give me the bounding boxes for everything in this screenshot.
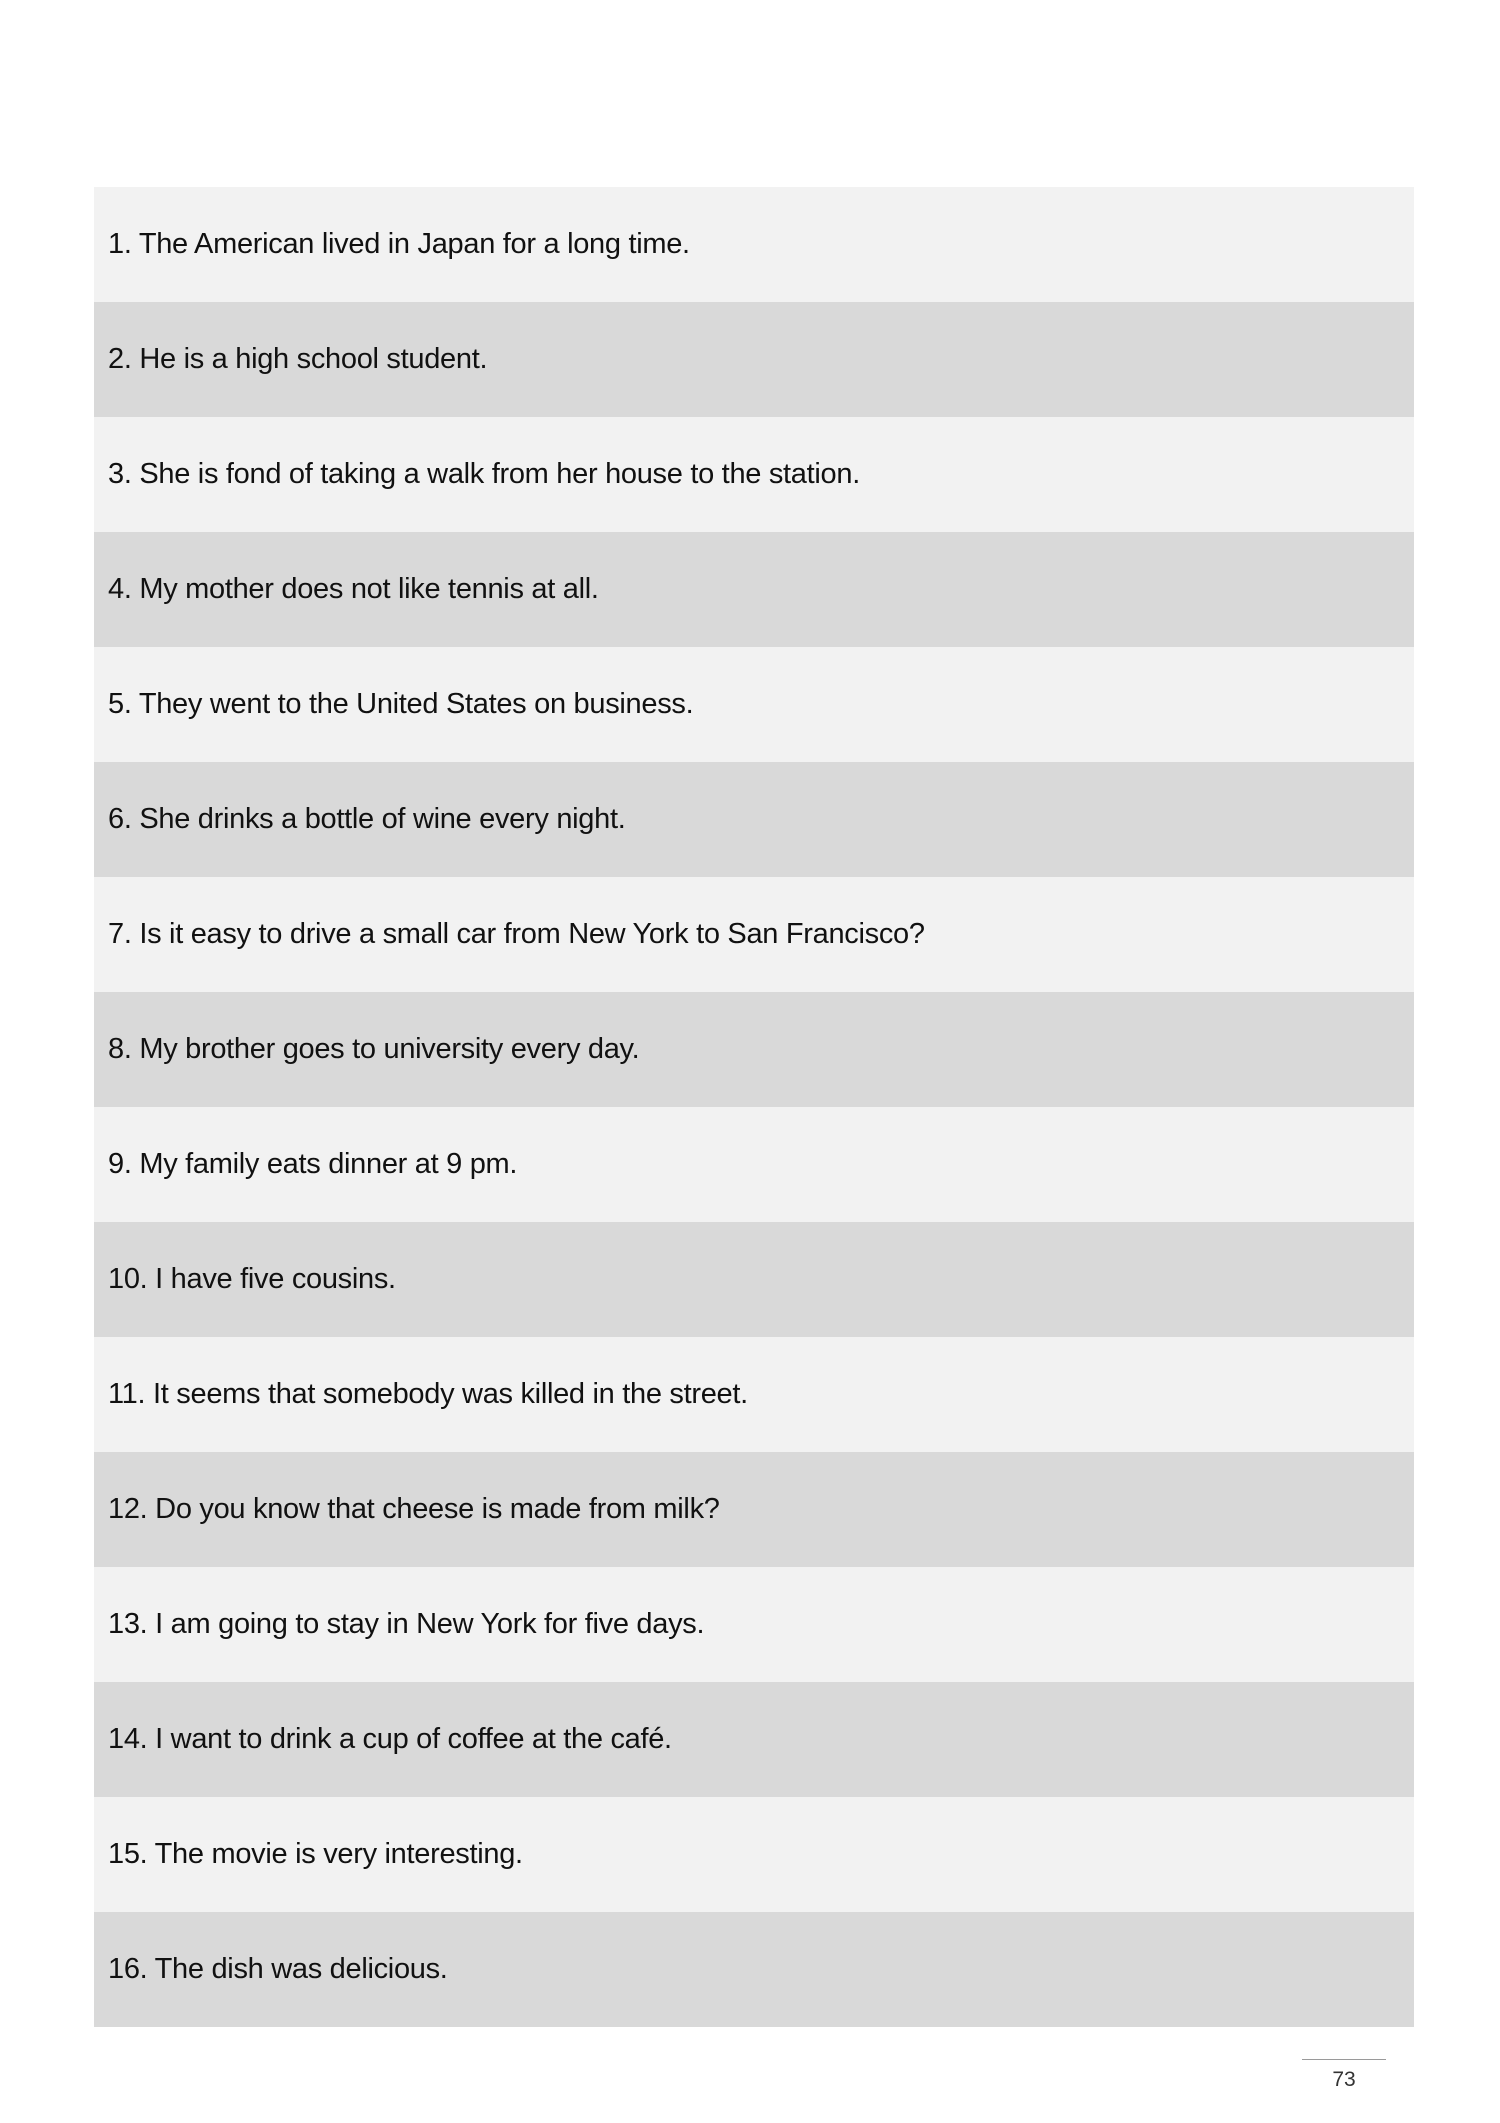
sentence-text: 4. My mother does not like tennis at all. [108,573,599,605]
sentence-text: 12. Do you know that cheese is made from milk? [108,1493,720,1525]
sentence-text: 15. The movie is very interesting. [108,1838,523,1870]
sentence-row [94,417,1414,532]
sentence-row [94,1682,1414,1797]
sentence-row [94,302,1414,417]
sentence-text: 5. They went to the United States on business. [108,688,694,720]
sentence-row [94,1452,1414,1567]
sentence-list [94,187,1414,2027]
sentence-row [94,762,1414,877]
sentence-row [94,532,1414,647]
sentence-text: 11. It seems that somebody was killed in the street. [108,1378,748,1410]
sentence-row [94,1912,1414,2027]
sentence-text: 10. I have five cousins. [108,1263,396,1295]
sentence-text: 1. The American lived in Japan for a long time. [108,228,690,260]
sentence-text: 16. The dish was delicious. [108,1953,448,1985]
sentence-text: 13. I am going to stay in New York for five days. [108,1608,705,1640]
sentence-text: 6. She drinks a bottle of wine every night. [108,803,626,835]
sentence-row [94,647,1414,762]
sentence-text: 14. I want to drink a cup of coffee at the café. [108,1723,672,1755]
sentence-row [94,1337,1414,1452]
sentence-row [94,187,1414,302]
sentence-row [94,1567,1414,1682]
sentence-row [94,1107,1414,1222]
sentence-text: 7. Is it easy to drive a small car from New York to San Francisco? [108,918,925,950]
sentence-row [94,877,1414,992]
sentence-row [94,1797,1414,1912]
sentence-text: 8. My brother goes to university every day. [108,1033,640,1065]
sentence-text: 2. He is a high school student. [108,343,488,375]
sentence-row [94,1222,1414,1337]
sentence-text: 9. My family eats dinner at 9 pm. [108,1148,518,1180]
sentence-text: 3. She is fond of taking a walk from her house to the station. [108,458,860,490]
footer-divider [1302,2059,1386,2060]
sentence-row [94,992,1414,1107]
page-number: 73 [1332,2068,1356,2091]
